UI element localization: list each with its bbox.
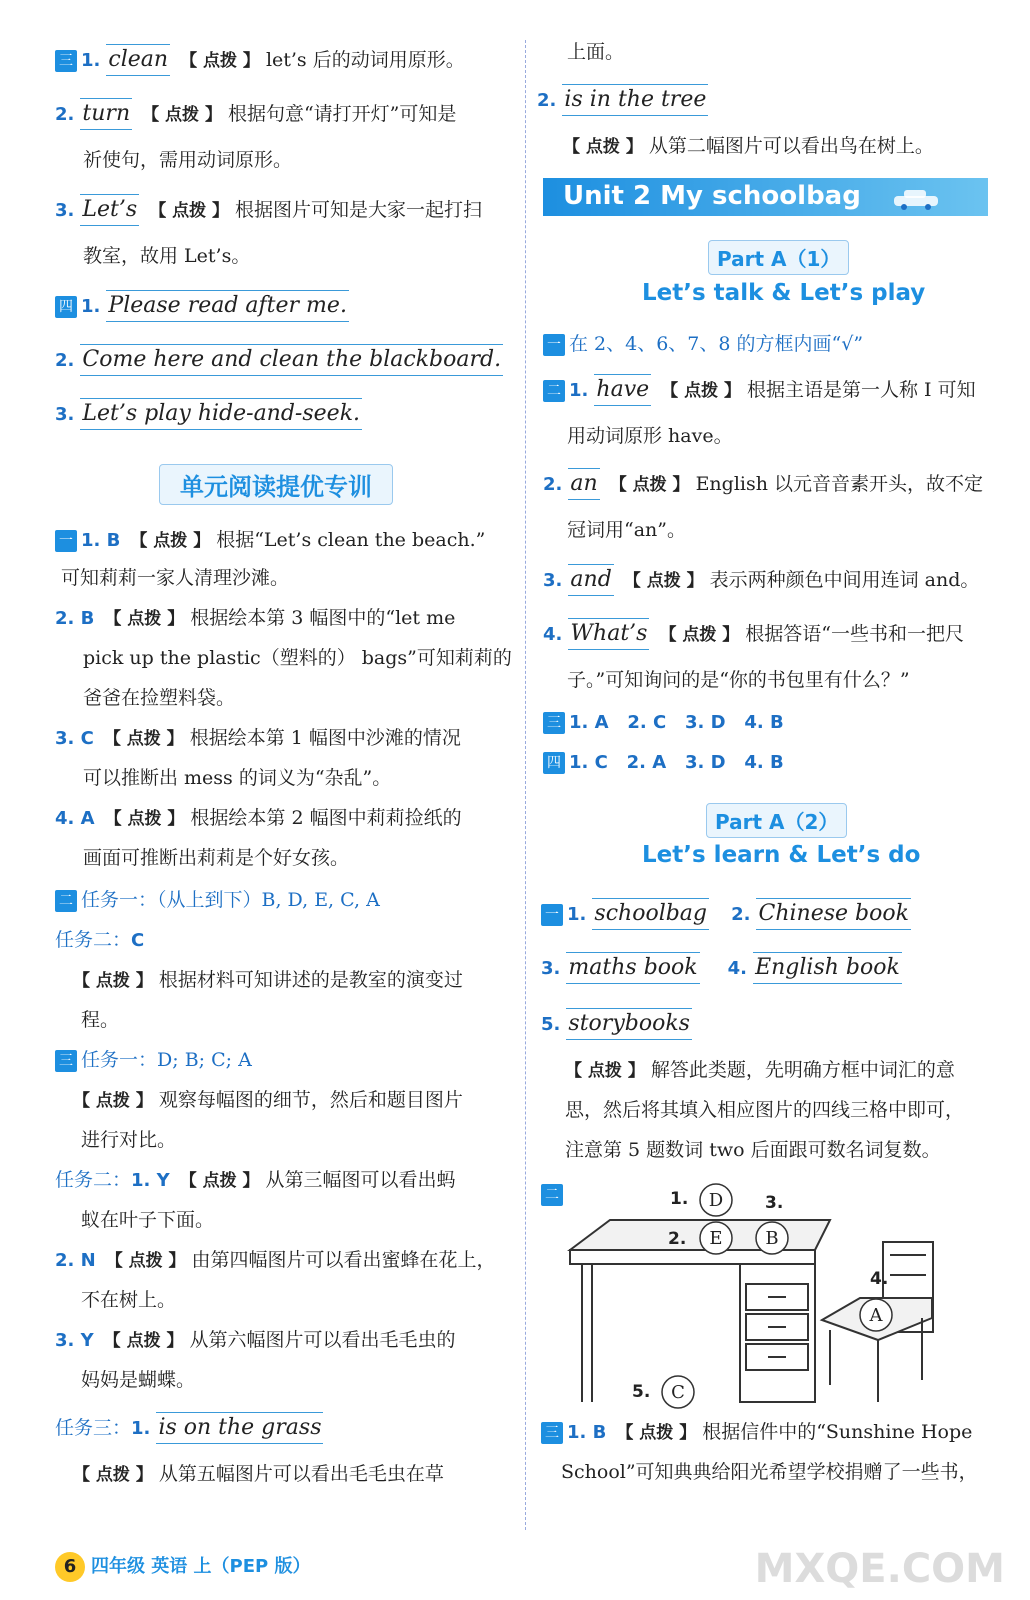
footer [55,1552,310,1582]
label-1: 1. [670,1189,689,1209]
section-marker: 四 [543,752,565,774]
a2-q2-cont: 冠词用“an”。 [567,519,686,541]
r1-q3-cont: 可以推断出 mess 的词义为“杂乱”。 [83,767,392,789]
answer-writing: turn [80,98,132,130]
r3-task2-q1-cont: 蚁在叶子下面。 [81,1209,215,1231]
answer-letter-4: A [869,1305,883,1326]
a2-q2: 2. an 【 点拨 】 English 以元音音素开头，故不定 [543,468,983,500]
section-marker: 四 [55,296,77,318]
r3-task2-q3-cont: 妈妈是蝴蝶。 [81,1369,196,1391]
label-5: 5. [632,1382,651,1402]
answer-letter-5: C [671,1382,685,1403]
answer-writing: is on the grass [156,1412,323,1444]
a4: 四 1. C 2. A 3. D 4. B [543,748,784,777]
a1: 一 在 2、4、6、7、8 的方框内画“√” [543,330,863,358]
a3: 三 1. A 2. C 3. D 4. B [543,708,784,737]
part-a2-title: Let’s learn & Let’s do [642,842,921,868]
s4-q2: 2. Come here and clean the blackboard. [55,344,503,376]
b3-q1-cont: School”可知典典给阳光希望学校捐赠了一些书， [561,1461,978,1483]
answer-writing: English book [753,952,902,984]
r3-task1: 三 任务一：D; B; C; A [55,1046,252,1074]
section-marker: 三 [543,712,565,734]
r1-q4: 4. A 【 点拨 】 根据绘本第 2 幅图中莉莉捡纸的 [55,807,462,829]
answer-writing: and [568,564,613,596]
r3-task2-q2-cont: 不在树上。 [81,1289,177,1311]
section-marker: 三 [55,50,77,72]
r2-tip-cont: 程。 [81,1009,120,1031]
section-marker: 一 [541,904,563,926]
r1-q1: 一 1. B 【 点拨 】 根据“Let’s clean the beach.” [55,526,485,555]
r3-task2-q2: 2. N 【 点拨 】 由第四幅图片可以看出蜜蜂在花上， [55,1249,496,1271]
section-marker: 一 [55,530,77,552]
b1-tip-cont: 思，然后将其填入相应图片的四线三格中即可， [565,1099,965,1121]
answer-letter-3: B [765,1228,779,1249]
section-marker: 二 [55,890,77,912]
part-a1-tag: Part A（1） [708,240,849,275]
answer-writing: clean [106,44,170,76]
r1-q3: 3. C 【 点拨 】 根据绘本第 1 幅图中沙滩的情况 [55,727,461,749]
unit-title: Unit 2 My schoolbag [563,181,861,211]
answer-writing: Let’s play hide-and-seek. [80,398,362,430]
section-marker: 一 [543,334,565,356]
part-a1-title: Let’s talk & Let’s play [642,280,926,306]
section-marker: 二 [541,1184,563,1206]
column-divider [525,40,526,1530]
unit-banner [543,178,988,216]
answer-writing: have [594,374,651,406]
answer-writing: Let’s [80,194,139,226]
b3-q1: 三 1. B 【 点拨 】 根据信件中的“Sunshine Hope [541,1418,972,1447]
label-4: 4. [870,1269,889,1289]
answer-writing: schoolbag [592,898,709,930]
b1-tip-cont2: 注意第 5 题数词 two 后面跟可数名词复数。 [565,1139,941,1161]
watermark: MXQE.COM [754,1546,1005,1592]
part-a2-tag: Part A（2） [706,803,847,838]
r3-tip-cont: 进行对比。 [81,1129,177,1151]
car-icon [892,188,952,210]
section-marker: 二 [543,380,565,402]
label-3: 3. [765,1193,784,1213]
prev-q2-tip: 【 点拨 】 从第二幅图片可以看出鸟在树上。 [563,135,934,157]
b1-q1: 一 1. schoolbag 2. Chinese book [541,898,911,930]
section-marker: 三 [55,1050,77,1072]
section-title: 单元阅读提优专训 [159,464,393,505]
r3-tip: 【 点拨 】 观察每幅图的细节，然后和题目图片 [73,1089,463,1111]
r3-task2-q3: 3. Y 【 点拨 】 从第六幅图片可以看出毛毛虫的 [55,1329,456,1351]
book-title: 四年级 英语 上（PEP 版） [91,1556,311,1577]
prev-q2: 2. is in the tree [537,84,708,116]
a2-q4: 4. What’s 【 点拨 】 根据答语“一些书和一把尺 [543,618,964,650]
s4-q3: 3. Let’s play hide-and-seek. [55,398,362,430]
answer-writing: maths book [566,952,699,984]
r1-q4-cont: 画面可推断出莉莉是个好女孩。 [83,847,350,869]
s4-q1: 四 1. Please read after me. [55,290,349,322]
answer-writing: What’s [568,618,649,650]
answer-writing: an [568,468,599,500]
r1-q2: 2. B 【 点拨 】 根据绘本第 3 幅图中的“let me [55,607,456,629]
r1-q2-cont2: 爸爸在捡塑料袋。 [83,687,236,709]
s3-q3-cont: 教室，故用 Let’s。 [83,245,251,267]
s3-q1: 三 1. clean 【 点拨 】 let’s 后的动词用原形。 [55,44,465,76]
a2-q3: 3. and 【 点拨 】 表示两种颜色中间用连词 and。 [543,564,979,596]
answer-writing: Please read after me. [106,290,349,322]
continued-text: 上面。 [567,41,625,63]
b1-q5: 5. storybooks [541,1008,692,1040]
r2-task1: 二 任务一：（从上到下）B, D, E, C, A [55,886,380,914]
s3-q3: 3. Let’s 【 点拨 】 根据图片可知是大家一起打扫 [55,194,482,226]
r2-tip: 【 点拨 】 根据材料可知讲述的是教室的演变过 [73,969,463,991]
answer-writing: storybooks [566,1008,692,1040]
answer-writing: is in the tree [562,84,708,116]
section-marker: 三 [541,1422,563,1444]
page-number: 6 [55,1552,85,1582]
a2-q1-cont: 用动词原形 have。 [567,425,733,447]
r3-task3: 任务三：1. is on the grass [55,1412,323,1444]
r2-task2: 任务二：C [55,929,145,951]
a2-q1: 二 1. have 【 点拨 】 根据主语是第一人称 I 可知 [543,374,976,406]
a2-q4-cont: 子。”可知询问的是“你的书包里有什么？” [567,669,910,691]
answer-letter-1: D [708,1190,724,1211]
desk-chair-illustration [560,1180,940,1410]
s3-q2: 2. turn 【 点拨 】 根据句意“请打开灯”可知是 [55,98,456,130]
r3-task2-q1: 任务二：1. Y 【 点拨 】 从第三幅图可以看出蚂 [55,1169,456,1191]
answer-writing: Chinese book [756,898,910,930]
label-2: 2. [668,1229,687,1249]
answer-writing: Come here and clean the blackboard. [80,344,503,376]
r1-q2-cont: pick up the plastic（塑料的） bags”可知莉莉的 [83,647,512,669]
r1-q1-cont: 可知莉莉一家人清理沙滩。 [61,567,290,589]
s3-q2-cont: 祈使句，需用动词原形。 [83,149,293,171]
b1-tip: 【 点拨 】 解答此类题，先明确方框中词汇的意 [565,1059,955,1081]
b1-q3: 3. maths book 4. English book [541,952,902,984]
r3-task3-tip: 【 点拨 】 从第五幅图片可以看出毛毛虫在草 [73,1463,444,1485]
answer-letter-2: E [709,1228,723,1249]
